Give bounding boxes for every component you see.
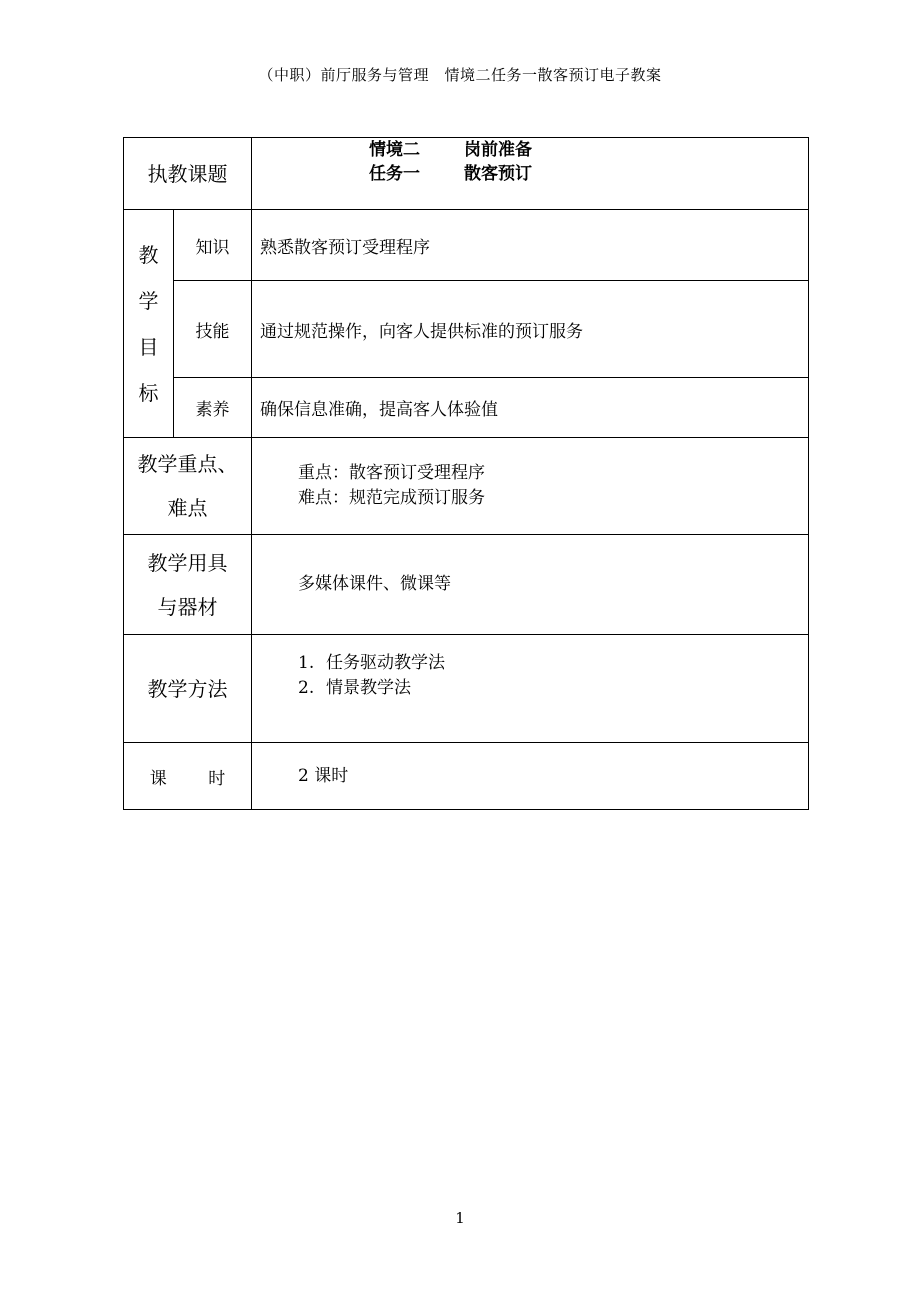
document-header: （中职）前厅服务与管理 情境二任务一散客预订电子教案 [258, 66, 662, 84]
literacy-label: 素养 [174, 378, 252, 438]
page-number: 1 [455, 1209, 465, 1227]
task-title: 散客预订 [464, 164, 532, 184]
keypoints-content [252, 438, 809, 535]
objectives-label [124, 210, 174, 438]
hours-text: 2 课时 [252, 743, 809, 810]
keypoints-label-line1: 教学重点、 [137, 452, 238, 476]
objectives-char-3: 目 [138, 334, 159, 359]
row-objective-knowledge [124, 210, 809, 281]
row-objective-skill [124, 281, 809, 378]
tools-text: 多媒体课件、微课等 [252, 535, 809, 635]
knowledge-text: 熟悉散客预订受理程序 [252, 210, 809, 281]
method-item [298, 676, 808, 701]
difficulty-text: 难点：规范完成预订服务 [298, 488, 485, 508]
task-number: 任务一 [369, 164, 420, 184]
keypoints-label-line2: 难点 [167, 496, 208, 520]
tools-label-line2: 与器材 [157, 594, 218, 619]
row-keypoints [124, 438, 809, 535]
topic-line-2 [369, 162, 808, 186]
skill-text: 通过规范操作，向客人提供标准的预订服务 [252, 281, 809, 378]
methods-content [252, 635, 809, 743]
row-methods [124, 635, 809, 743]
lesson-plan-table [123, 137, 809, 810]
skill-label: 技能 [174, 281, 252, 378]
keypoints-label [124, 438, 252, 535]
topic-content [252, 138, 809, 210]
method-number: 1. [298, 653, 315, 673]
scenario-title: 岗前准备 [464, 140, 532, 160]
row-objective-literacy [124, 378, 809, 438]
objectives-char-4: 标 [138, 380, 159, 405]
objectives-char-2: 学 [138, 288, 159, 313]
scenario-number: 情境二 [369, 140, 420, 160]
method-text: 任务驱动教学法 [326, 653, 445, 673]
method-item [298, 651, 808, 676]
row-topic [124, 138, 809, 210]
literacy-text: 确保信息准确，提高客人体验值 [252, 378, 809, 438]
methods-label: 教学方法 [124, 635, 252, 743]
tools-label-line1: 教学用具 [147, 550, 228, 575]
topic-label: 执教课题 [124, 138, 252, 210]
method-text: 情景教学法 [326, 678, 411, 698]
row-tools [124, 535, 809, 635]
knowledge-label: 知识 [174, 210, 252, 281]
row-hours [124, 743, 809, 810]
hours-label: 课 时 [124, 743, 252, 810]
keypoint-text: 重点：散客预订受理程序 [298, 463, 485, 483]
tools-label [124, 535, 252, 635]
method-number: 2. [298, 678, 315, 698]
topic-line-1 [369, 138, 808, 162]
objectives-char-1: 教 [138, 242, 159, 267]
